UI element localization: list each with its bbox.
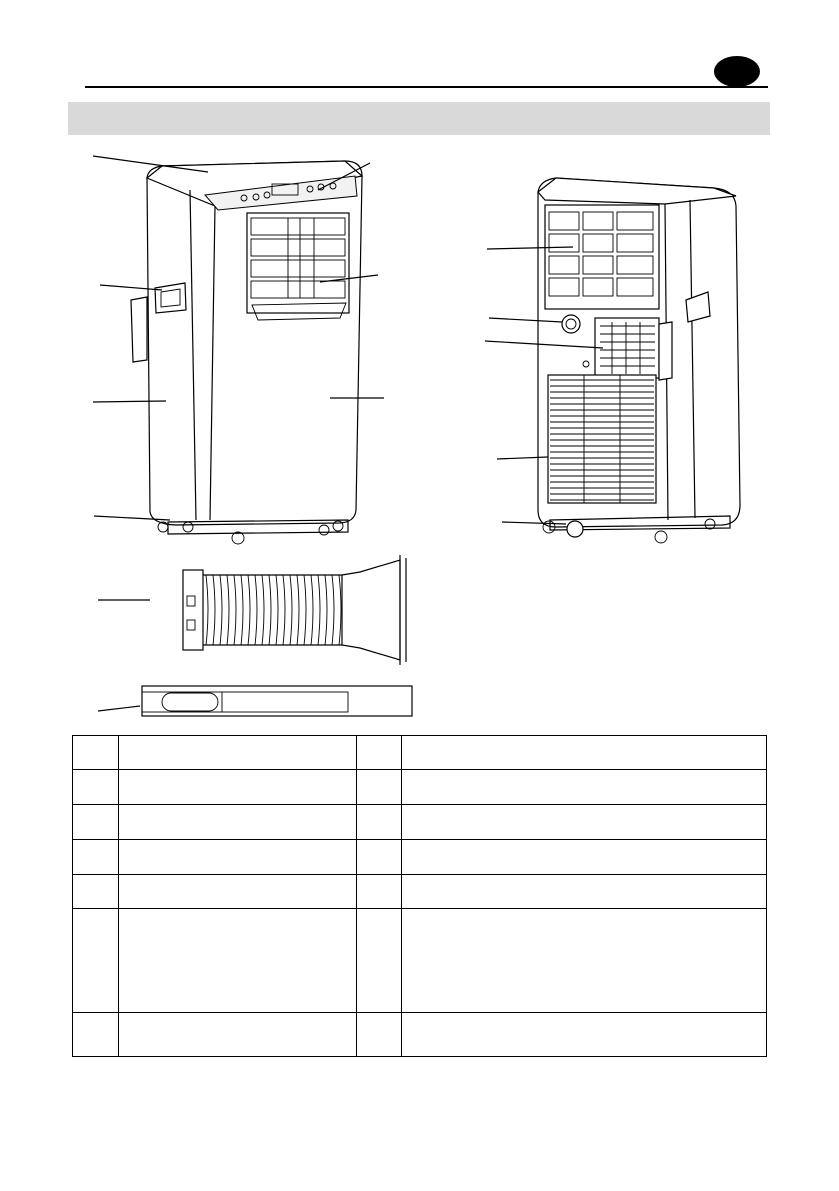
window-slider-kit: [98, 686, 412, 716]
hose-rib: [213, 575, 215, 645]
part-name-left: [119, 875, 357, 909]
part-number-left: [73, 909, 119, 1013]
part-number-left: [73, 770, 119, 805]
hose-rib: [248, 575, 250, 645]
hose-rib: [234, 575, 236, 645]
hose-rib: [297, 575, 299, 645]
leader-window-kit: [98, 706, 140, 711]
leader-top-panel: [93, 156, 208, 172]
hose-rib: [206, 575, 208, 645]
parts-table: [72, 735, 767, 1057]
exhaust-flange: [659, 322, 672, 380]
hose-rib: [311, 575, 313, 645]
part-name-right: [402, 840, 767, 875]
hose-rib: [262, 575, 264, 645]
rear-drain-cap: [567, 521, 583, 537]
hose-rib: [276, 575, 278, 645]
exhaust-outlet: [595, 318, 659, 378]
part-number-right: [357, 736, 402, 770]
rear-wheel-2: [655, 531, 667, 543]
part-number-right: [357, 875, 402, 909]
part-name-right: [402, 875, 767, 909]
part-number-right: [357, 1013, 402, 1057]
parts-table-row: [73, 736, 767, 770]
upper-air-filter: [545, 205, 659, 309]
hose-rib: [269, 575, 271, 645]
part-name-left: [119, 736, 357, 770]
part-name-right: [402, 1013, 767, 1057]
hose-rib: [255, 575, 257, 645]
parts-table-row: [73, 805, 767, 840]
hose-rib: [325, 575, 327, 645]
parts-table-row: [73, 1013, 767, 1057]
part-name-left: [119, 805, 357, 840]
hose-rib: [220, 575, 222, 645]
front-view-air-conditioner: [93, 156, 384, 544]
front-wheel-4: [319, 525, 329, 535]
part-name-right: [402, 770, 767, 805]
hose-rib: [283, 575, 285, 645]
lower-intake-grille: [548, 375, 656, 503]
part-name-left: [119, 1013, 357, 1057]
part-name-left: [119, 840, 357, 875]
rear-view-air-conditioner: [485, 178, 740, 543]
hose-ribs: [206, 575, 341, 645]
hose-rib: [241, 575, 243, 645]
part-name-left: [119, 770, 357, 805]
part-number-left: [73, 736, 119, 770]
window-slider-outer: [142, 686, 412, 716]
parts-table-row: [73, 840, 767, 875]
parts-table-row: [73, 770, 767, 805]
hose-rib: [332, 575, 334, 645]
hose-end-connector: [183, 570, 203, 650]
part-name-right: [402, 909, 767, 1013]
hose-rib: [339, 575, 341, 645]
parts-table-row: [73, 909, 767, 1013]
window-adapter: [342, 560, 400, 660]
part-number-right: [357, 909, 402, 1013]
part-name-right: [402, 805, 767, 840]
part-number-right: [357, 805, 402, 840]
hose-rib: [227, 575, 229, 645]
side-rear-tab: [131, 297, 147, 362]
part-name-left: [119, 909, 357, 1013]
intake-slats: [550, 380, 654, 500]
part-number-right: [357, 840, 402, 875]
part-number-right: [357, 770, 402, 805]
side-handle: [155, 283, 186, 313]
parts-table-row: [73, 875, 767, 909]
drain-outlet: [562, 315, 580, 333]
part-number-left: [73, 1013, 119, 1057]
hose-rib: [290, 575, 292, 645]
hose-rib: [318, 575, 320, 645]
part-name-right: [402, 736, 767, 770]
part-number-left: [73, 875, 119, 909]
hose-rib: [304, 575, 306, 645]
part-number-left: [73, 805, 119, 840]
exhaust-hose-assembly: [98, 555, 406, 665]
part-number-left: [73, 840, 119, 875]
